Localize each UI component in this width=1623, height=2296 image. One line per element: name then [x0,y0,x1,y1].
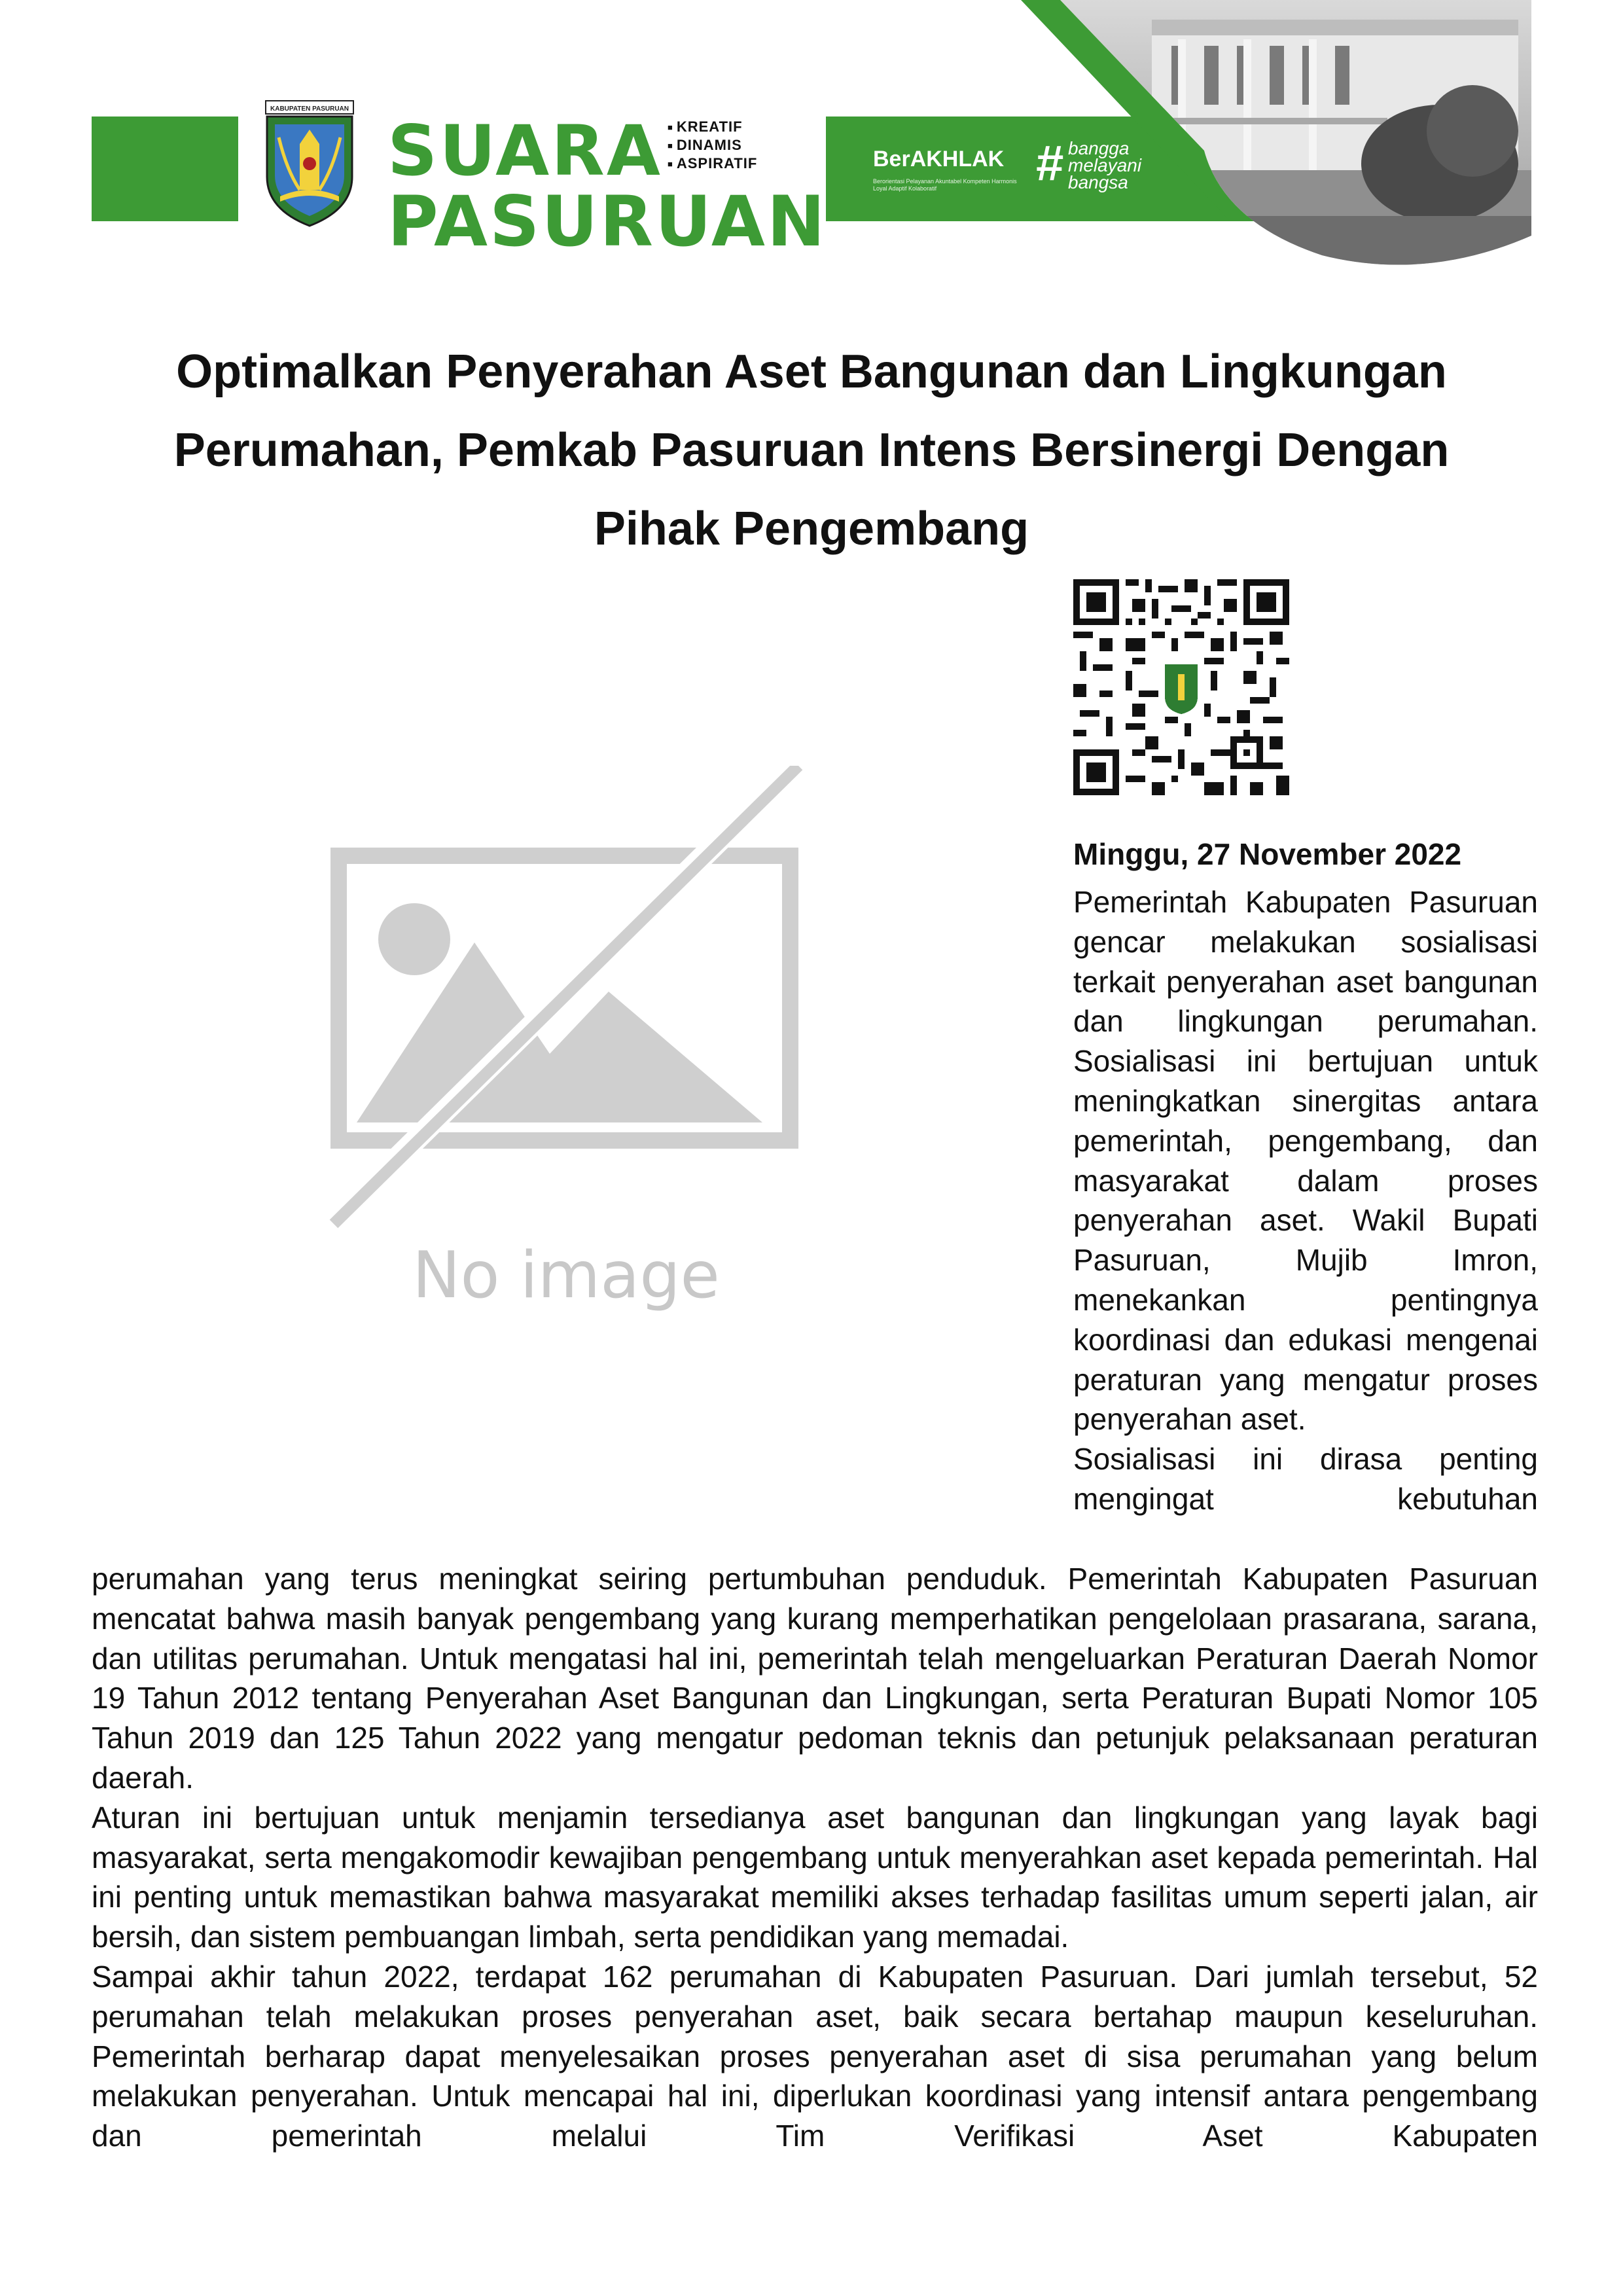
article-date: Minggu, 27 November 2022 [1073,837,1462,871]
brand-line-1: SUARA [387,111,662,191]
article-paragraph: Pemerintah Kabupaten Pasuruan gencar melakukan sosialisasi terkait penyerahan aset bangunan dan lingkungan perumahan. Sosialisasi ini bertujuan untuk meningkatkan sinergitas antara pemerintah, pengembang, dan masyarakat dalam proses penyerahan aset. Wakil Bupati Pasuruan, Mujib Imron, menekankan pentingnya koordinasi dan edukasi mengenai peraturan yang mengatur proses penyerahan aset. [1073,885,1538,1437]
brand-taglines [668,118,757,173]
slash-line [334,766,798,1224]
bangga-melayani-bangsa-logo [1068,140,1141,191]
article-column [1073,882,1538,1519]
tagline-item: ■ ASPIRATIF [668,154,757,173]
article-paragraph: Sosialisasi ini dirasa penting mengingat kebutuhan [1073,1442,1538,1516]
brand-line-2: PASURUAN [387,181,827,262]
pasuruan-regency-emblem-icon [260,98,359,229]
article-body [92,1559,1538,2156]
emblem-caption: KABUPATEN PASURUAN [270,105,349,113]
berakhlak-logo: BerAKHLAK [873,147,1005,171]
bangga-line: melayani [1068,155,1142,175]
hashtag-icon: # [1035,135,1063,191]
brand-wordmark [387,111,827,262]
article-paragraph: Sampai akhir tahun 2022, terdapat 162 perumahan di Kabupaten Pasuruan. Dari jumlah tersebut, 52 perumahan telah melakukan proses penyerahan aset, baik secara bertahap maupun keseluruhan. Pemerintah berharap dapat menyelesaikan proses penyerahan aset di sisa perumahan yang belum melakukan penyerahan. Untuk mencapai hal ini, diperlukan koordinasi yang intensif antara pengembang dan pemerintah melalui Tim Verifikasi Aset Kabupaten [92,1959,1538,2153]
article-paragraph: perumahan yang terus meningkat seiring pertumbuhan penduduk. Pemerintah Kabupaten Pasuruan mencatat bahwa masih banyak pengembang yang kurang memperhatikan pengelolaan prasarana, sarana, dan utilitas perumahan. Untuk mengatasi hal ini, pemerintah telah mengeluarkan Peraturan Daerah Nomor 19 Tahun 2012 tentang Penyerahan Aset Bangunan dan Lingkungan, serta Peraturan Bupati Nomor 105 Tahun 2019 dan 125 Tahun 2022 yang mengatur pedoman teknis dan petunjuk pelaksanaan peraturan daerah. [92,1562,1538,1795]
bangga-line: bangga [1068,138,1130,158]
tagline-item: ■ KREATIF [668,118,757,136]
berakhlak-subtitle: Berorientasi Pelayanan Akuntabel Kompeten Harmonis Loyal Adaptif Kolaboratif [873,178,1017,192]
tagline-item: ■ DINAMIS [668,136,757,154]
qr-code-icon[interactable] [1073,579,1289,795]
no-image-label: No image [412,1238,720,1313]
header-green-block [92,117,238,221]
bangga-line: bangsa [1068,172,1128,192]
article-title: Optimalkan Penyerahan Aset Bangunan dan Lingkungan Perumahan, Pemkab Pasuruan Intens Bersinergi Dengan Pihak Pengembang [173,346,1450,555]
image-placeholder [308,766,831,1329]
sun-circle [378,903,450,975]
article-paragraph: Aturan ini bertujuan untuk menjamin tersedianya aset bangunan dan lingkungan yang layak bagi masyarakat, serta mengakomodir kewajiban pengembang untuk menyerahkan aset kepada pemerintah. Hal ini penting untuk memastikan bahwa masyarakat memiliki akses terhadap fasilitas umum seperti jalan, air bersih, dan sistem pembuangan limbah, serta pendidikan yang memadai. [92,1800,1538,1954]
